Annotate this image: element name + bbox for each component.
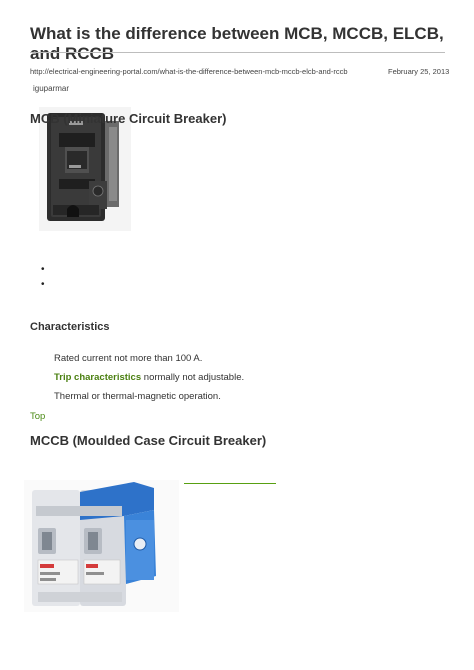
- list-bullet: •: [41, 264, 45, 275]
- title-divider: [30, 52, 445, 53]
- publish-date: February 25, 2013: [388, 67, 450, 76]
- list-bullet: •: [41, 279, 45, 290]
- author-name: iguparmar: [33, 84, 70, 93]
- characteristics-heading: Characteristics: [30, 321, 110, 333]
- top-link[interactable]: Top: [30, 411, 46, 422]
- characteristic-item: [54, 372, 244, 383]
- trip-characteristics-link[interactable]: Trip characteristics: [54, 372, 142, 383]
- characteristic-text: normally not adjustable.: [141, 372, 245, 383]
- mcb-heading: MCB (Miniature Circuit Breaker): [30, 111, 227, 126]
- link-underline: [184, 483, 276, 484]
- mccb-heading: MCCB (Moulded Case Circuit Breaker): [30, 433, 267, 448]
- characteristic-item: Rated current not more than 100 A.: [54, 353, 203, 364]
- page-title: What is the difference between MCB, MCCB, ELCB, and RCCB: [30, 24, 444, 63]
- mccb-breaker-image: [24, 480, 179, 612]
- characteristic-item: Thermal or thermal-magnetic operation.: [54, 391, 221, 402]
- source-url-link[interactable]: http://electrical-engineering-portal.com/what-is-the-difference-between-mcb-mccb-elcb-and-rccb: [30, 67, 348, 76]
